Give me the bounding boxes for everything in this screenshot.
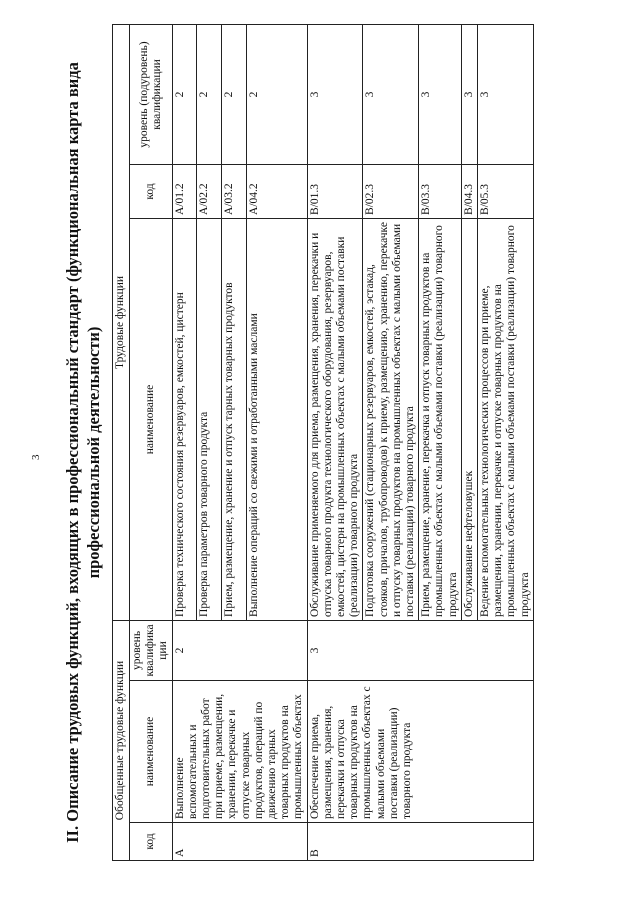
table-row	[172, 24, 197, 860]
header-tf-code: код	[130, 164, 173, 218]
header-tf-name: наименование	[130, 218, 173, 620]
function-name: Обслуживание нефтеловушек	[461, 218, 477, 620]
header-generalized: Обобщенные трудовые функции	[113, 620, 130, 860]
header-name: наименование	[130, 681, 173, 823]
group-level: 2	[172, 620, 307, 680]
function-name: Прием, размещение, хранение и отпуск тарных товарных продуктов	[221, 218, 246, 620]
page-title	[62, 50, 104, 855]
group-code: А	[172, 823, 307, 861]
function-level: 2	[172, 24, 197, 164]
function-code: А/02.2	[197, 164, 222, 218]
table-row	[307, 24, 363, 860]
header-tf-level: уровень (подуровень) квалификации	[130, 24, 173, 164]
group-code: В	[307, 823, 533, 861]
function-level: 3	[478, 24, 534, 164]
function-level: 2	[221, 24, 246, 164]
function-name: Проверка технического состояния резервуаров, емкостей, цистерн	[172, 218, 197, 620]
header-row-2	[130, 24, 173, 860]
function-code: В/02.3	[363, 164, 419, 218]
function-code: В/03.3	[419, 164, 462, 218]
group-name: Обеспечение приема, размещения, хранения, перекачки и отпуска товарных продуктов на промышленных объектах с малыми объемами поставки (реализации) товарного продукта	[307, 681, 533, 823]
function-code: А/03.2	[221, 164, 246, 218]
group-name: Выполнение вспомогательных и подготовительных работ при приеме, размещении, хранении, перекачке и отпуске товарных продуктов, операций по движению тарных товарных продуктов на промышленных объектах	[172, 681, 307, 823]
function-name: Обслуживание применяемого для приема, размещения, хранения, перекачки и отпуска товарного продукта технологического оборудования, резервуаров, емкостей, цистерн на промышленных объектах с малыми объемами поставки (реализации) товарного продукта	[307, 218, 363, 620]
title-line-2: профессиональной деятельности)	[84, 326, 103, 579]
functional-map-table	[112, 24, 534, 861]
function-code: А/04.2	[246, 164, 307, 218]
header-level: уровень квалификации	[130, 620, 173, 680]
header-code: код	[130, 823, 173, 861]
header-labor-functions: Трудовые функции	[113, 24, 130, 620]
function-level: 3	[461, 24, 477, 164]
function-name: Прием, размещение, хранение, перекачка и отпуск товарных продуктов на промышленных объектах с малыми объемами поставки (реализации) товарного продукта	[419, 218, 462, 620]
function-name: Проверка параметров товарного продукта	[197, 218, 222, 620]
function-code: В/01.3	[307, 164, 363, 218]
function-name: Ведение вспомогательных технологических процессов при приеме, размещении, хранении, перекачке и отпуске товарных продуктов на промышленных объектах с малыми объемами поставки (реализации) товарного продукта	[478, 218, 534, 620]
function-code: В/05.3	[478, 164, 534, 218]
function-level: 3	[363, 24, 419, 164]
function-level: 2	[197, 24, 222, 164]
function-code: А/01.2	[172, 164, 197, 218]
function-name: Подготовка сооружений (стационарных резервуаров, емкостей, эстакад, стояков, причалов, трубопроводов) к приему, размещению, хранению, перекачке и отпуску товарных продуктов на промышленных объектах с малыми объемами поставки (реализации) товарного продукта	[363, 218, 419, 620]
function-code: В/04.3	[461, 164, 477, 218]
function-level: 3	[307, 24, 363, 164]
group-level: 3	[307, 620, 533, 680]
page-number: 3	[30, 454, 42, 460]
function-level: 2	[246, 24, 307, 164]
header-row-1	[113, 24, 130, 860]
function-level: 3	[419, 24, 462, 164]
title-line-1: II. Описание трудовых функций, входящих в профессиональный стандарт (функциональная карта вида	[63, 62, 82, 843]
function-name: Выполнение операций со свежими и отработанными маслами	[246, 218, 307, 620]
